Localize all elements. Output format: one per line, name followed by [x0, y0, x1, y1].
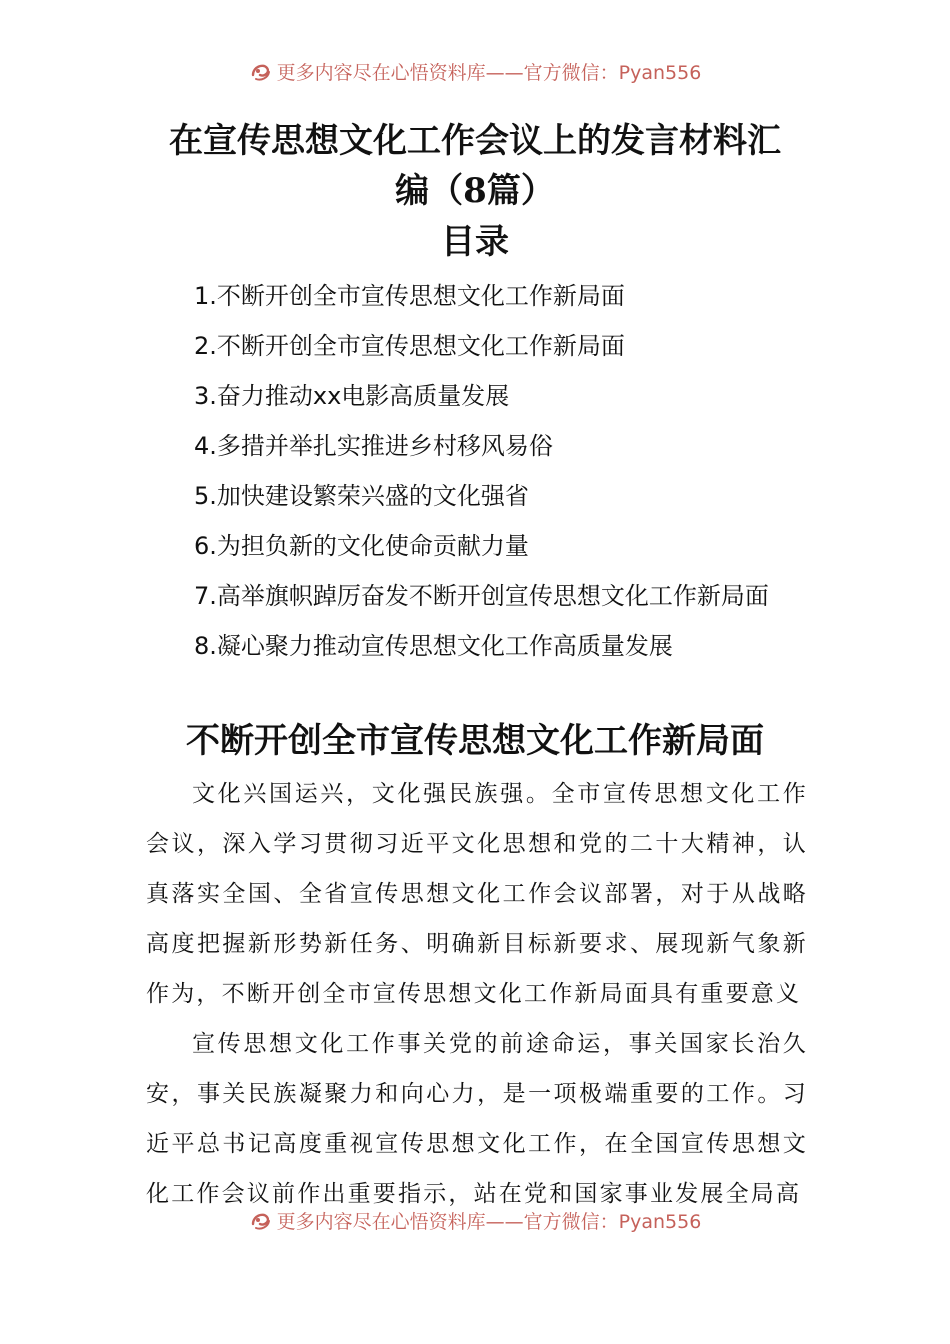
toc-item: 4.多措并举扎实推进乡村移风易俗	[194, 432, 553, 460]
body-paragraph: 文化兴国运兴，文化强民族强。全市宣传思想文化工作会议，深入学习贯彻习近平文化思想和党的二十大精神，认真落实全国、全省宣传思想文化工作会议部署，对于从战略高度把握新形势新任务、明确新目标新要求、展现新气象新作为，不断开创全市宣传思想文化工作新局面具有重要意义	[146, 781, 808, 1007]
watermark-text: 更多内容尽在心悟资料库——官方微信：Pyan556	[276, 1210, 702, 1233]
section-body	[146, 769, 808, 1219]
body-paragraph: 宣传思想文化工作事关党的前途命运，事关国家长治久安，事关民族凝聚力和向心力，是一项极端重要的工作。习近平总书记高度重视宣传思想文化工作，在全国宣传思想文化工作会议前作出重要指示，站在党和国家事业发展全局高	[146, 1031, 808, 1207]
toc-item: 1.不断开创全市宣传思想文化工作新局面	[194, 282, 625, 310]
red-swirl-logo-icon	[249, 59, 273, 83]
title-line-2: 编（8篇）	[395, 171, 555, 211]
toc-heading: 目录	[441, 222, 509, 262]
toc-item: 7.高举旗帜踔厉奋发不断开创宣传思想文化工作新局面	[194, 582, 769, 610]
red-swirl-logo-icon	[249, 1208, 273, 1232]
watermark-banner-top	[0, 54, 950, 88]
watermark-text: 更多内容尽在心悟资料库——官方微信：Pyan556	[276, 61, 702, 84]
toc-item: 6.为担负新的文化使命贡献力量	[194, 532, 529, 560]
document-title	[120, 116, 830, 216]
table-of-contents	[194, 271, 769, 671]
toc-item: 8.凝心聚力推动宣传思想文化工作高质量发展	[194, 632, 673, 660]
section-title: 不断开创全市宣传思想文化工作新局面	[186, 721, 764, 761]
title-line-1: 在宣传思想文化工作会议上的发言材料汇	[169, 121, 781, 161]
toc-item: 2.不断开创全市宣传思想文化工作新局面	[194, 332, 625, 360]
toc-item: 5.加快建设繁荣兴盛的文化强省	[194, 482, 529, 510]
watermark-banner-bottom	[0, 1203, 950, 1237]
toc-item: 3.奋力推动xx电影高质量发展	[194, 382, 510, 410]
